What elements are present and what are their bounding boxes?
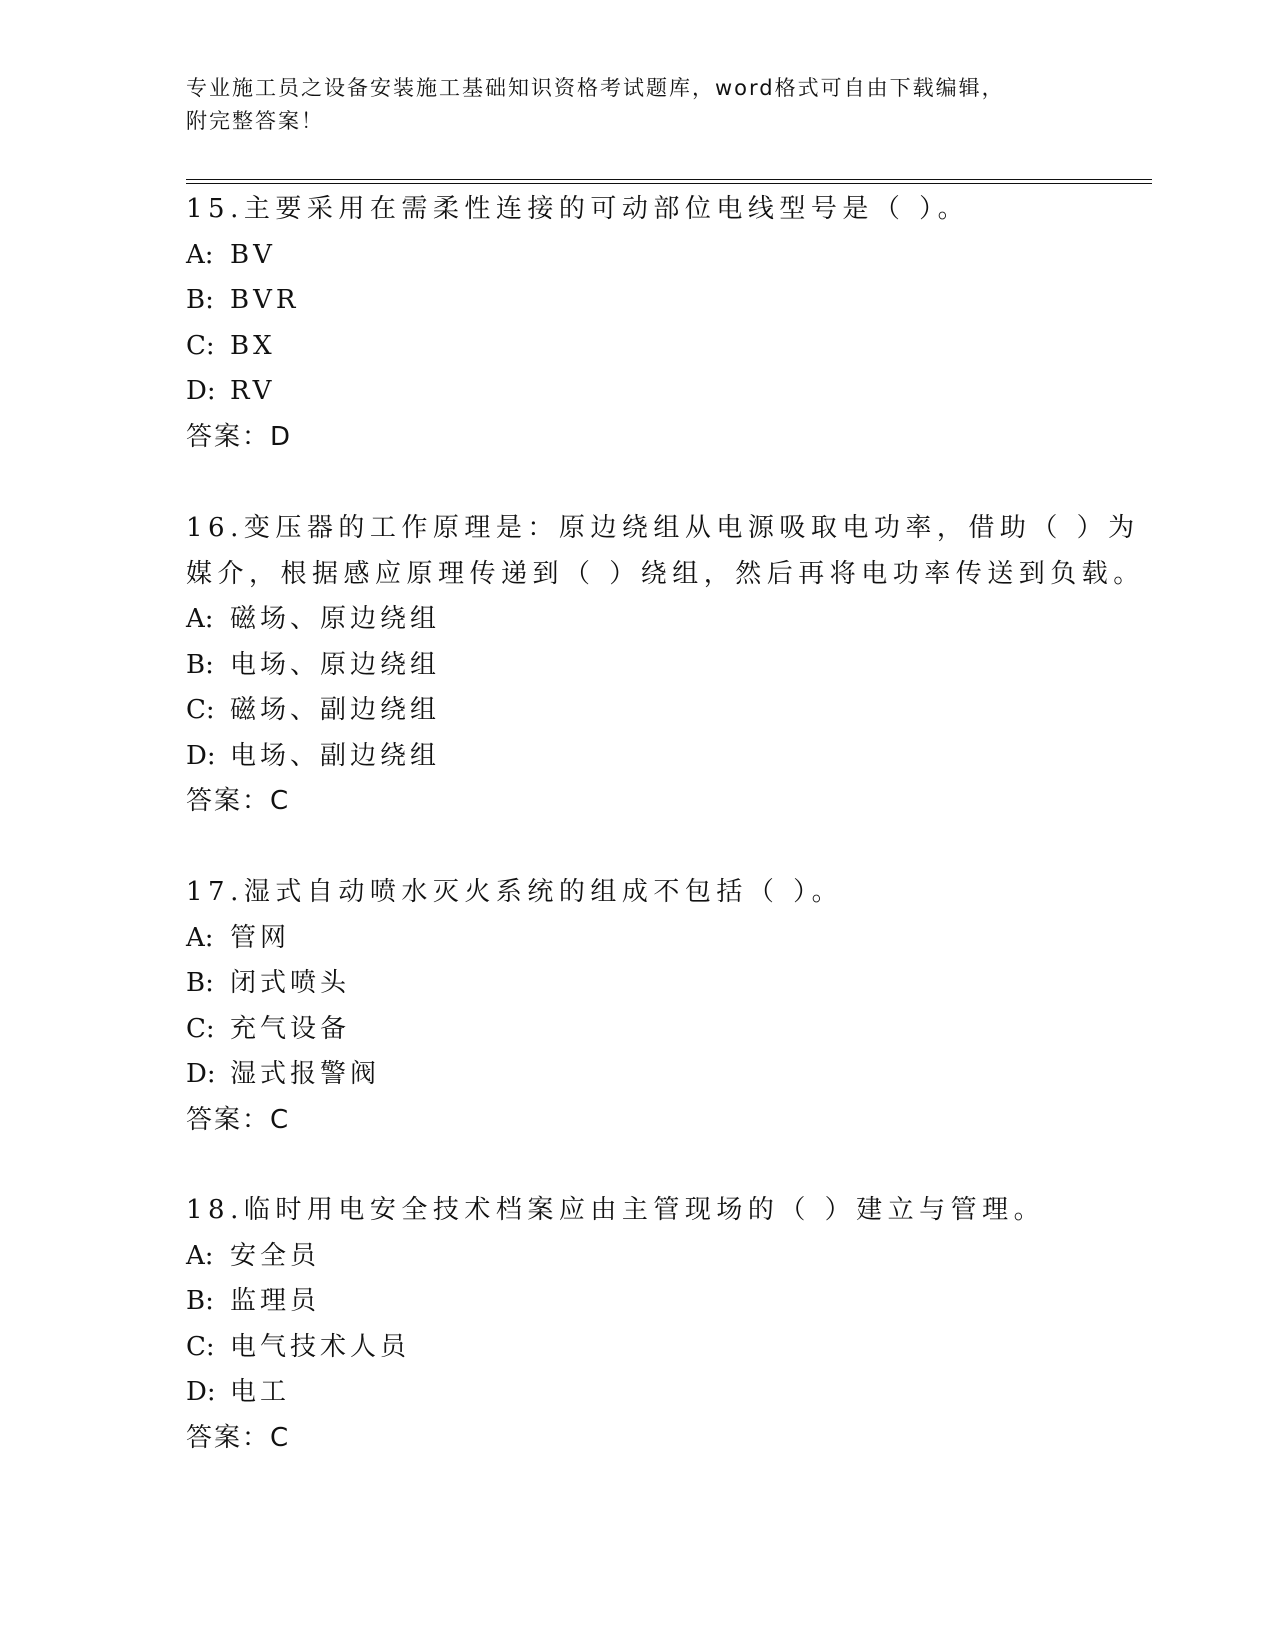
- option-letter: A:: [186, 922, 214, 953]
- question-16: [186, 506, 1145, 825]
- question-stem: 15.主要采用在需柔性连接的可动部位电线型号是（ ）。: [186, 194, 970, 224]
- option-text: 闭式喷头: [230, 968, 351, 998]
- header-line-1: 专业施工员之设备安装施工基础知识资格考试题库，word格式可自由下载编辑，: [186, 76, 1005, 100]
- option-letter: C:: [186, 1013, 215, 1044]
- option-text: 湿式报警阀: [230, 1059, 381, 1089]
- answer-line: 答案：C: [186, 786, 291, 816]
- option-letter: C:: [186, 330, 215, 361]
- option-letter: D:: [186, 740, 216, 771]
- option-letter: D:: [186, 1377, 216, 1407]
- option-letter: D:: [186, 376, 216, 406]
- question-stem: 16.变压器的工作原理是：原边绕组从电源吸取电功率，借助（ ）为: [186, 513, 1140, 543]
- option-letter: C:: [186, 1331, 215, 1362]
- document-header: [186, 72, 1086, 138]
- question-stem: 媒介，根据感应原理传递到（ ）绕组，然后再将电功率传送到负载。: [186, 558, 1145, 589]
- option-b: [186, 1279, 1106, 1325]
- header-divider-bottom: [186, 183, 1152, 184]
- option-d: [186, 369, 1106, 415]
- option-text: 管网: [230, 922, 291, 953]
- option-text: 充气设备: [230, 1013, 351, 1044]
- question-stem: 17.湿式自动喷水灭火系统的组成不包括（ ）。: [186, 877, 844, 907]
- answer-line: 答案：C: [186, 1104, 291, 1135]
- option-text: 电工: [230, 1377, 291, 1407]
- answer-line: 答案：C: [186, 1422, 291, 1453]
- option-letter: A:: [186, 239, 214, 270]
- option-c: [186, 1325, 1106, 1371]
- option-text: BVR: [230, 285, 300, 315]
- option-letter: C:: [186, 695, 215, 725]
- option-letter: D:: [186, 1059, 216, 1089]
- question-17: [186, 870, 1106, 1143]
- option-text: RV: [230, 376, 276, 406]
- answer-line: 答案：D: [186, 421, 293, 452]
- option-c: [186, 688, 1106, 734]
- option-b: [186, 643, 1106, 689]
- option-text: 电气技术人员: [230, 1331, 411, 1362]
- question-18: [186, 1188, 1106, 1461]
- option-letter: B:: [186, 649, 214, 680]
- question-15: [186, 187, 1106, 460]
- option-letter: B:: [186, 1286, 214, 1316]
- option-c: [186, 324, 1106, 370]
- option-d: [186, 734, 1106, 780]
- option-letter: B:: [186, 968, 214, 998]
- option-b: [186, 961, 1106, 1007]
- option-c: [186, 1007, 1106, 1053]
- option-a: [186, 597, 1106, 643]
- header-line-2: 附完整答案！: [186, 109, 324, 133]
- option-a: [186, 916, 1106, 962]
- option-letter: B:: [186, 285, 214, 315]
- option-text: 电场、副边绕组: [230, 740, 441, 771]
- option-text: 磁场、副边绕组: [230, 695, 441, 725]
- option-text: 磁场、原边绕组: [230, 604, 441, 634]
- option-letter: A:: [186, 604, 214, 634]
- header-divider-top: [186, 179, 1152, 180]
- option-letter: A:: [186, 1240, 214, 1271]
- option-text: BX: [230, 330, 276, 361]
- option-d: [186, 1370, 1106, 1416]
- option-a: [186, 1234, 1106, 1280]
- option-a: [186, 233, 1106, 279]
- option-text: 电场、原边绕组: [230, 649, 441, 680]
- option-text: 监理员: [230, 1286, 321, 1316]
- option-text: BV: [230, 239, 276, 270]
- option-d: [186, 1052, 1106, 1098]
- option-text: 安全员: [230, 1240, 321, 1271]
- option-b: [186, 278, 1106, 324]
- question-stem: 18.临时用电安全技术档案应由主管现场的（ ）建立与管理。: [186, 1195, 1046, 1225]
